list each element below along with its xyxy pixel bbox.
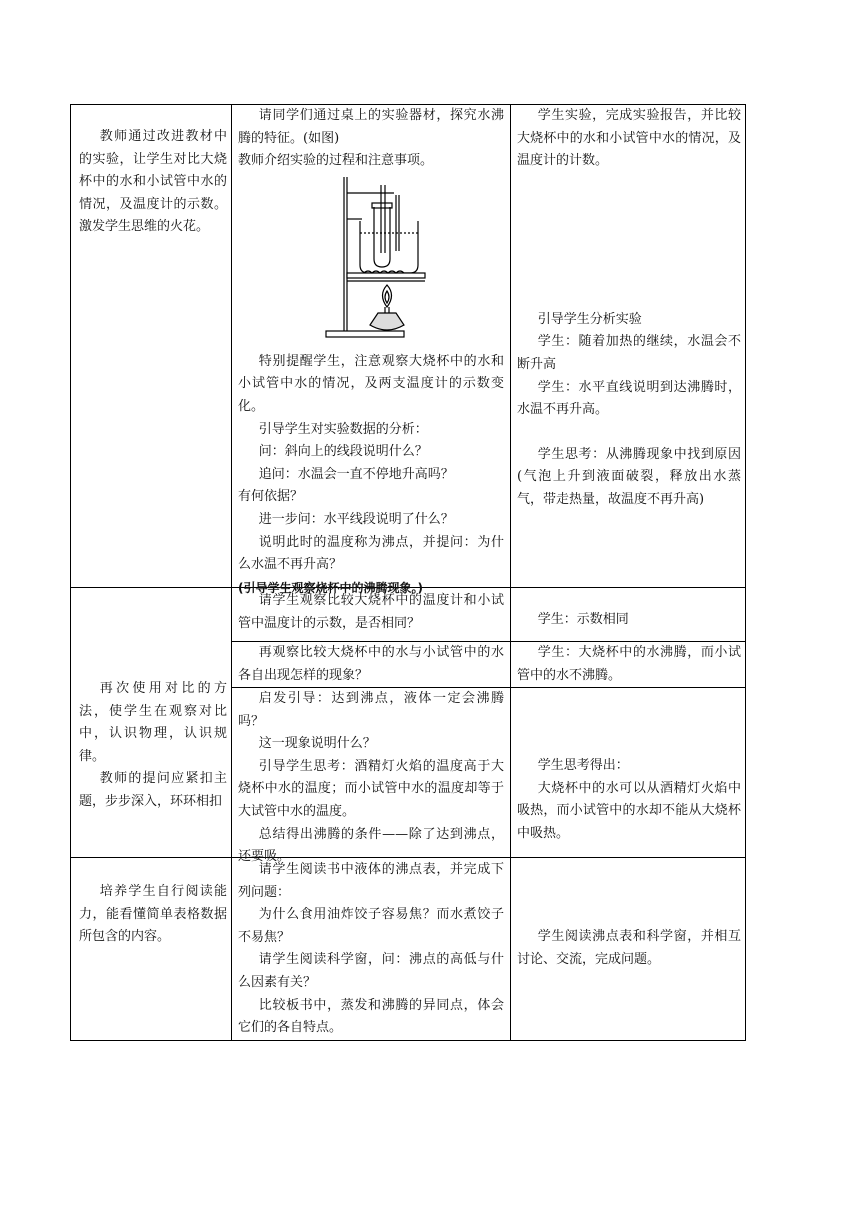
purpose-text: 教师的提问应紧扣主题，步步深入，环环相扣 <box>79 771 227 809</box>
apparatus-figure <box>238 173 504 351</box>
teacher-line: 有何依据？ <box>238 489 304 505</box>
student-cell-3 <box>517 926 741 971</box>
column-divider <box>231 104 232 1041</box>
student-cell-2a <box>517 609 741 632</box>
teacher-line: 问：斜向上的线段说明什么？ <box>258 444 428 460</box>
teacher-line: 这一现象说明什么？ <box>258 736 376 752</box>
table-border-right <box>745 104 746 1041</box>
teacher-cell-2b <box>238 642 504 687</box>
teacher-line: 说明此时的温度称为沸点，并提问：为什么水温不再升高？ <box>238 534 504 573</box>
teacher-line: 请学生阅读书中液体的沸点表，并完成下列问题： <box>238 862 504 900</box>
teacher-line: 启发引导：达到沸点，液体一定会沸腾吗？ <box>238 691 504 729</box>
student-line: 引导学生分析实验 <box>537 311 642 327</box>
purpose-cell-3 <box>79 881 227 949</box>
teacher-line: 请同学们通过桌上的实验器材，探究水沸腾的特征。(如图) <box>238 108 504 146</box>
purpose-text: 再次使用对比的方法，使学生在观察对比中，认识物理，认识规律。 <box>79 681 227 764</box>
teacher-cell-1 <box>238 105 504 599</box>
teacher-cell-2c <box>238 688 504 869</box>
student-cell-1 <box>517 105 741 512</box>
teacher-line: 追问：水温会一直不停地升高吗？ <box>258 466 454 482</box>
student-line: 学生：示数相同 <box>537 612 629 627</box>
teacher-line: 教师介绍实验的过程和注意事项。 <box>238 153 434 169</box>
boiling-apparatus-illustration <box>238 173 504 351</box>
purpose-cell-1 <box>79 126 227 239</box>
teacher-line: 总结得出沸腾的条件——除了达到沸点，还要吸。 <box>238 826 504 865</box>
teacher-cell-2a <box>238 590 504 635</box>
teacher-line-emphasis: (引导学生观察烧杯中的沸腾现象。) <box>238 580 423 595</box>
student-line: 学生：水平直线说明到达沸腾时，水温不再升高。 <box>517 379 741 418</box>
table-border-bottom <box>70 1040 746 1041</box>
table-border-left <box>70 104 71 1041</box>
purpose-text: 培养学生自行阅读能力，能看懂简单表格数据所包含的内容。 <box>79 884 227 945</box>
student-line: 学生：大烧杯中的水沸腾，而小试管中的水不沸腾。 <box>517 645 741 683</box>
student-line: 大烧杯中的水可以从酒精灯火焰中吸热，而小试管中的水却不能从大烧杯中吸热。 <box>517 780 741 841</box>
teacher-line: 请学生阅读科学窗，问：沸点的高低与什么因素有关？ <box>238 952 504 990</box>
teacher-line: 比较板书中，蒸发和沸腾的异同点，体会它们的各自特点。 <box>238 997 504 1036</box>
teacher-line: 请学生观察比较大烧杯中的温度计和小试管中温度计的示数，是否相同？ <box>238 593 504 631</box>
student-line: 学生：随着加热的继续，水温会不断升高 <box>517 334 741 372</box>
teacher-line: 为什么食用油炸饺子容易焦？而水煮饺子不易焦？ <box>238 907 504 945</box>
purpose-text: 教师通过改进教材中的实验，让学生对比大烧杯中的水和小试管中水的情况，及温度计的示数。激发学生思维的火花。 <box>79 129 227 235</box>
teacher-line: 再观察比较大烧杯中的水与小试管中的水各自出现怎样的现象？ <box>238 645 504 683</box>
purpose-cell-2 <box>79 678 227 814</box>
lesson-table <box>70 104 746 1041</box>
student-cell-2b <box>517 642 741 687</box>
student-line: 学生阅读沸点表和科学窗，并相互讨论、交流，完成问题。 <box>517 929 741 967</box>
student-cell-2c <box>517 755 741 845</box>
student-line: 学生思考得出： <box>537 758 629 773</box>
teacher-line: 进一步问：水平线段说明了什么？ <box>258 511 454 527</box>
student-line: 学生实验，完成实验报告，并比较大烧杯中的水和小试管中水的情况，及温度计的计数。 <box>517 108 741 169</box>
teacher-line: 引导学生思考：酒精灯火焰的温度高于大烧杯中水的温度；而小试管中水的温度却等于大试管中水的温度。 <box>238 758 504 819</box>
column-divider <box>510 104 511 1041</box>
student-line: 学生思考：从沸腾现象中找到原因(气泡上升到液面破裂，释放出水蒸气，带走热量，故温度不再升高) <box>517 446 741 507</box>
teacher-line: 引导学生对实验数据的分析： <box>258 421 428 437</box>
teacher-cell-3 <box>238 859 504 1040</box>
teacher-line: 特别提醒学生，注意观察大烧杯中的水和小试管中水的情况，及两支温度计的示数变化。 <box>238 353 504 414</box>
